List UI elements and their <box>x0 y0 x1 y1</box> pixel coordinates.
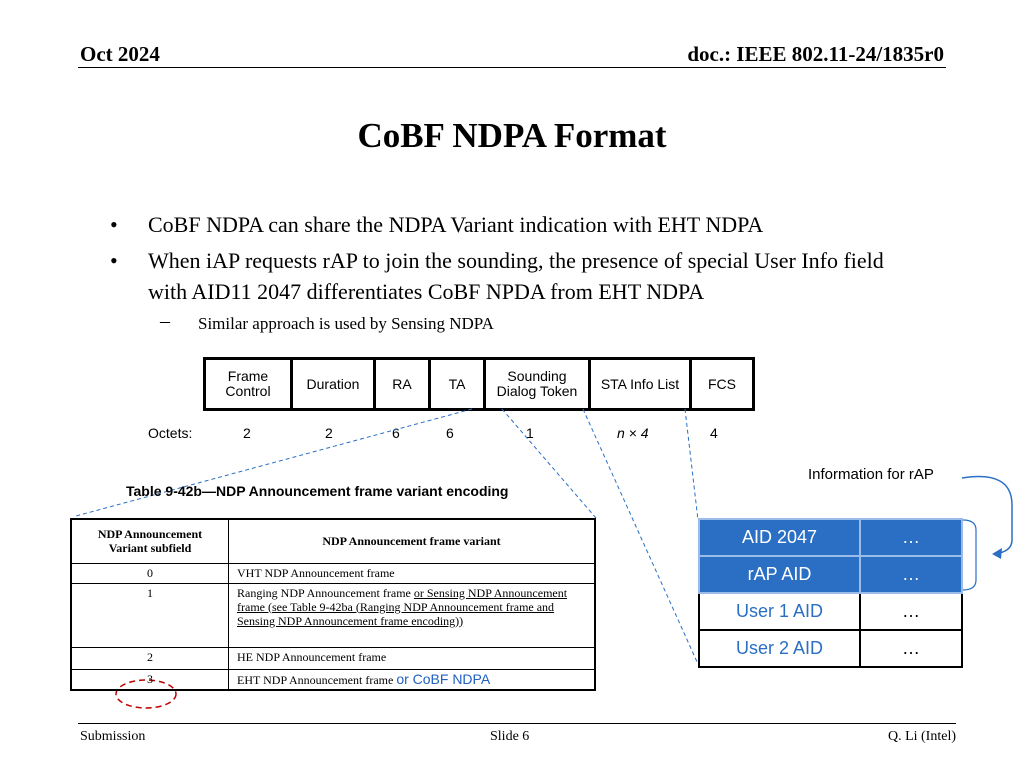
variant-desc <box>229 583 596 647</box>
sub-bullet-text: Similar approach is used by Sensing NDPA <box>198 314 494 333</box>
variant-desc <box>229 669 596 690</box>
header-date: Oct 2024 <box>80 42 160 66</box>
octets-frame-control: 2 <box>243 425 251 441</box>
aid-cell: AID 2047 <box>699 519 860 556</box>
connector-info-right <box>685 409 698 520</box>
bullet-2-text: When iAP requests rAP to join the sounding, the presence of special User Info field with AID11 2047 differentiates CoBF NPDA from EHT NDPA <box>148 248 884 304</box>
variant-col-header-subfield: NDP Announcement Variant subfield <box>71 519 229 563</box>
aid-cell: rAP AID <box>699 556 860 593</box>
cobf-annotation: or CoBF NDPA <box>396 670 491 687</box>
field-fcs: FCS <box>691 359 754 410</box>
bullet-1-text: CoBF NDPA can share the NDPA Variant indication with EHT NDPA <box>148 212 764 237</box>
info-cell: … <box>860 556 962 593</box>
info-cell: … <box>860 519 962 556</box>
arrow-head-icon <box>992 548 1002 559</box>
variant-desc-text: EHT NDP Announcement frame <box>237 672 394 687</box>
variant-desc-plain: Ranging NDP Announcement frame <box>237 585 414 600</box>
field-duration: Duration <box>292 359 375 410</box>
octets-ra: 6 <box>392 425 400 441</box>
info-cell: … <box>860 630 962 667</box>
dash-icon: – <box>160 310 170 332</box>
octets-fcs: 4 <box>710 425 718 441</box>
footer-divider <box>78 723 956 724</box>
user-info-table <box>698 518 963 668</box>
octets-label: Octets: <box>148 425 193 441</box>
variant-col-header-frame: NDP Announcement frame variant <box>229 519 596 563</box>
table-row <box>71 669 595 690</box>
field-sta-info-list: STA Info List <box>590 359 691 410</box>
field-ta: TA <box>430 359 485 410</box>
footer-submission: Submission <box>80 729 146 744</box>
slide-title: CoBF NDPA Format <box>357 116 667 155</box>
variant-encoding-table <box>70 518 596 691</box>
table-row <box>699 519 962 556</box>
octets-ta: 6 <box>446 425 454 441</box>
aid-cell: User 1 AID <box>699 593 860 630</box>
table-row <box>71 583 595 647</box>
variant-value: 1 <box>71 583 229 647</box>
variant-table-caption: Table 9-42b—NDP Announcement frame variant encoding <box>126 483 509 499</box>
table-row <box>699 556 962 593</box>
octets-sta-info-list: n × 4 <box>617 425 649 441</box>
connector-info-left <box>583 409 698 664</box>
table-row <box>699 630 962 667</box>
variant-desc-underlined: or Sensing NDP Announcement frame (see Table 9-42ba (Ranging NDP Announcement frame and Sensing NDP Announcement frame encoding)) <box>237 585 568 628</box>
footer-author: Q. Li (Intel) <box>887 729 956 744</box>
variant-desc: VHT NDP Announcement frame <box>229 563 596 583</box>
octets-duration: 2 <box>325 425 333 441</box>
variant-desc: HE NDP Announcement frame <box>229 647 596 669</box>
connector-left <box>76 409 472 516</box>
variant-value: 2 <box>71 647 229 669</box>
table-row <box>71 563 595 583</box>
info-arrow <box>962 477 1012 554</box>
field-ra: RA <box>375 359 430 410</box>
variant-value: 0 <box>71 563 229 583</box>
bullet-dot-icon: • <box>110 212 118 237</box>
info-cell: … <box>860 593 962 630</box>
connector-right <box>502 409 596 518</box>
footer-slide-number: Slide 6 <box>490 729 530 744</box>
field-frame-control: Frame Control <box>205 359 292 410</box>
header-doc-id: doc.: IEEE 802.11-24/1835r0 <box>687 42 944 66</box>
variant-value: 3 <box>71 669 229 690</box>
table-row <box>699 593 962 630</box>
aid-cell: User 2 AID <box>699 630 860 667</box>
table-row <box>71 647 595 669</box>
bullet-dot-icon: • <box>110 248 118 273</box>
octets-sounding-dialog-token: 1 <box>526 425 534 441</box>
field-sounding-dialog-token: Sounding Dialog Token <box>485 359 590 410</box>
bracket-icon <box>963 520 976 590</box>
info-for-rap-label: Information for rAP <box>808 466 934 483</box>
